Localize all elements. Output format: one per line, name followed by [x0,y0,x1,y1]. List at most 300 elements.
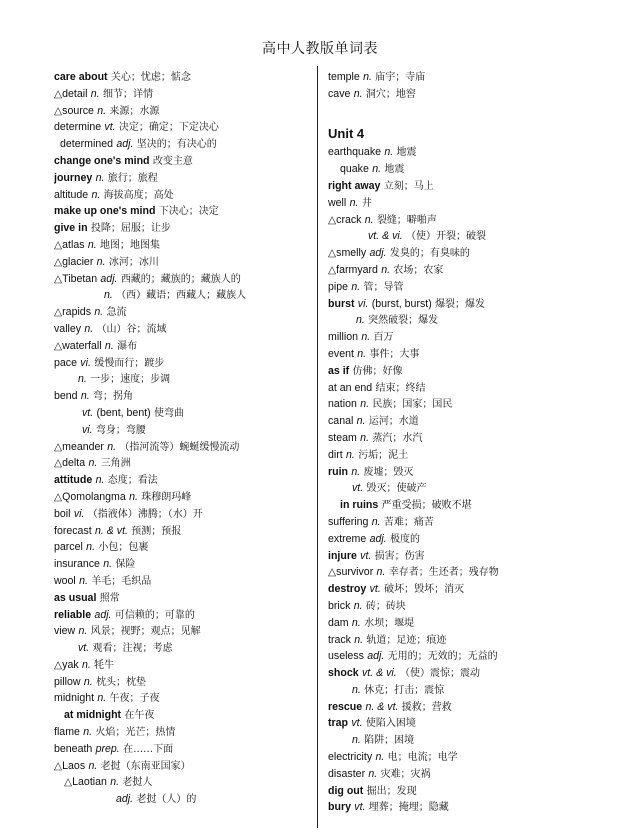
headword: event [328,347,354,360]
headword: △Qomolangma [54,490,126,503]
part-of-speech: n. [363,71,372,83]
part-of-speech: n. [368,767,378,780]
vocab-entry [54,640,312,657]
headword: canal [328,415,354,428]
definition: 井 [361,197,372,209]
definition: 海拔高度；高处 [103,189,174,201]
word-forms: (burst, burst) [371,297,432,310]
part-of-speech: n. [97,692,107,705]
vocab-entry [54,523,312,540]
part-of-speech: n. [91,188,101,201]
headword: △survivor [328,566,374,579]
part-of-speech: vt. & vi. [361,667,397,680]
definition: 掘出；发现 [366,785,417,797]
definition: 蒸汽；水汽 [372,432,423,444]
headword: △rapids [54,306,92,319]
vocab-entry [54,623,312,640]
definition: 瀑布 [117,340,138,352]
part-of-speech: n. [351,280,361,293]
part-of-speech: n. [352,683,361,696]
part-of-speech: n. [107,440,117,453]
vocab-entry [54,690,312,707]
definition: （指河流等）蜿蜒缓慢流动 [119,441,240,453]
part-of-speech: n. [94,306,104,319]
part-of-speech: n. [104,339,114,352]
headword: △Tibetan [54,272,98,285]
headword: care about [54,71,108,83]
vocab-entry [328,464,628,481]
definition: 幸存者；生还者；残存物 [388,567,499,579]
definition: 老挝人 [122,777,153,789]
page-title: 高中人教版单词表 [262,41,378,57]
part-of-speech: vt. [352,482,364,495]
definition: 观看；注视；考虑 [92,643,173,655]
headword: boil [54,507,71,520]
headword: track [328,633,351,646]
definition: 照常 [99,592,120,604]
vocab-entry [328,380,628,397]
vocab-entry [328,396,628,413]
headword: pillow [54,675,81,688]
definition: 立刻；马上 [383,180,434,192]
definition: 老挝（东南亚国家） [100,760,191,772]
vocab-entry [328,430,628,447]
part-of-speech: n. [83,675,93,688]
headword: determine [54,121,102,134]
definition: 废墟；毁灭 [363,466,414,478]
headword: cave [328,87,351,100]
definition: 埋葬；掩埋；隐藏 [368,802,449,814]
vocab-entry [54,791,312,808]
headword: △glacier [54,255,94,268]
definition: 援救；营救 [401,701,452,713]
headword: valley [54,322,82,335]
column-divider [317,66,318,828]
vocab-entry [54,489,312,506]
vocab-entry [54,153,312,170]
definition: 突然破裂；爆发 [368,315,439,327]
part-of-speech: n. [349,196,359,209]
definition: 休克；打击；震惊 [364,684,445,696]
definition: 陷阱；困境 [364,735,415,747]
definition: 管；导管 [363,281,404,293]
part-of-speech: vt. [354,801,366,814]
headword: midnight [54,692,95,705]
vocab-entry [54,758,312,775]
part-of-speech: n. [103,558,113,571]
part-of-speech: n. [81,658,91,671]
definition: 仿佛；好像 [352,365,403,377]
vocab-entry [54,774,312,791]
definition: 可信赖的；可靠的 [114,609,195,621]
definition: 缓慢而行；踱步 [94,357,165,369]
definition: 运河；水道 [368,416,419,428]
part-of-speech: n. [88,759,98,772]
part-of-speech: n. [357,347,367,360]
vocab-entry [54,220,312,237]
vocab-entry [54,355,312,372]
vocab-entry [54,590,312,607]
part-of-speech: adj. [369,532,387,545]
headword: quake [340,163,369,176]
definition: 牦牛 [94,659,115,671]
vocab-entry [54,472,312,489]
headword: △delta [54,457,86,470]
part-of-speech: n. [90,87,100,100]
vocab-entry [328,699,628,716]
part-of-speech: n. [129,490,138,503]
part-of-speech: vi. [357,297,369,310]
vocab-entry [328,715,628,732]
vocab-entry [328,514,628,531]
part-of-speech: n. [346,448,355,461]
headword: pace [54,356,77,369]
part-of-speech: vt. [351,717,363,730]
part-of-speech: n. [381,263,391,276]
headword: flame [54,726,80,739]
headword: ruin [328,465,349,478]
definition: （西）藏语；西藏人；藏族人 [116,290,247,302]
headword: reliable [54,608,92,621]
vocab-entry [54,69,312,86]
definition: 决定；确定；下定决心 [118,122,219,134]
headword: △source [54,104,94,117]
vocab-entry [328,296,628,313]
vocab-entry [54,136,312,153]
right-column [328,69,628,816]
part-of-speech: n. [110,776,120,789]
definition: 使弯曲 [154,407,184,419]
vocab-entry [328,564,628,581]
vocab-entry [328,329,628,346]
vocab-entry [328,212,628,229]
vocab-entry [328,480,628,497]
part-of-speech: adj. [367,650,385,663]
vocab-entry [328,245,628,262]
part-of-speech: vt. [104,121,116,134]
headword: as usual [54,591,97,604]
headword: insurance [54,558,100,571]
part-of-speech: n. [78,625,88,638]
definition: 极度的 [390,533,420,545]
definition: 发臭的；有臭味的 [389,248,470,260]
definition: 关心；忧虑；惦念 [110,72,191,83]
part-of-speech: n. [384,146,394,159]
definition: 地震 [384,164,405,176]
headword: electricity [328,751,373,764]
definition: 百万 [373,332,394,344]
definition: 洞穴；地窖 [365,88,416,100]
headword: beneath [54,742,93,755]
headword: dirt [328,448,343,461]
part-of-speech: vt. [369,583,381,596]
part-of-speech: vt. [82,406,94,419]
definition: 庙宇；寺庙 [375,72,426,83]
part-of-speech: n. [96,255,106,268]
headword: injure [328,549,357,562]
part-of-speech: n. [104,289,113,302]
vocab-entry [54,321,312,338]
headword: △yak [54,658,79,671]
headword: rescue [328,700,363,713]
definition: 在……下面 [123,743,174,755]
vocab-entry [54,304,312,321]
definition: 保险 [115,559,136,571]
headword: in ruins [340,499,379,512]
definition: 改变主意 [152,155,193,167]
headword: bury [328,801,351,814]
headword: nation [328,398,357,411]
vocab-entry [328,178,628,195]
vocab-entry [328,69,628,86]
part-of-speech: n. [356,314,365,327]
headword: at midnight [64,709,122,722]
headword: forecast [54,524,92,537]
part-of-speech: n. [354,633,364,646]
vocab-entry [54,119,312,136]
part-of-speech: vt. & vi. [368,230,403,243]
part-of-speech: n. [80,390,90,403]
vocab-entry [54,187,312,204]
part-of-speech: n. [95,474,105,487]
vocab-entry [328,195,628,212]
vocab-entry [54,741,312,758]
definition: 下决心；决定 [158,206,219,218]
headword: △smelly [328,247,367,260]
vocab-entry [328,279,628,296]
definition: 灾难；灾祸 [380,768,431,780]
headword: useless [328,650,364,663]
part-of-speech: vi. [80,356,91,369]
part-of-speech: n. [376,566,386,579]
headword: give in [54,222,88,235]
part-of-speech: adj. [100,272,118,285]
headword: Unit 4 [328,126,365,142]
definition: 午夜；子夜 [109,693,160,705]
definition: 西藏的；藏族的；藏族人的 [120,273,241,285]
definition: 水坝；堰堤 [364,617,415,629]
vocab-entry [54,405,312,422]
headword: view [54,625,76,638]
vocab-entry [328,228,628,245]
headword: burst [328,297,355,310]
definition: 投降；屈服；让步 [90,223,171,235]
definition: 态度；看法 [107,475,158,487]
headword: journey [54,171,93,184]
definition: 使陷入困境 [365,718,416,730]
part-of-speech: n. [79,574,88,587]
definition: 弯；拐角 [93,391,134,403]
part-of-speech: adj. [116,138,134,151]
part-of-speech: n. [372,163,382,176]
part-of-speech: vt. [360,549,372,562]
definition: 坚决的；有决心的 [136,139,217,151]
vocab-entry [328,262,628,279]
vocab-entry [328,682,628,699]
vocab-entry [328,799,628,816]
headword: △Laotian [64,776,107,789]
definition: 弯身；弯腰 [95,424,146,436]
part-of-speech: n. [375,751,385,764]
headword: wool [54,574,76,587]
part-of-speech: n. [356,415,366,428]
definition: （指液体）沸腾；（水）开 [87,508,203,520]
definition: （使）震惊；震动 [399,668,480,680]
definition: 风景；视野；观点；见解 [90,626,201,638]
definition: （使）开裂；破裂 [406,231,487,243]
vocab-entry [54,657,312,674]
vocab-entry [328,447,628,464]
headword: right away [328,179,381,192]
part-of-speech: adj. [369,247,387,260]
part-of-speech: n. [86,541,96,554]
vocab-entry [54,556,312,573]
part-of-speech: n. [351,465,361,478]
vocab-entry [54,674,312,691]
vocab-entry [328,161,628,178]
definition: 地震 [396,147,417,159]
definition: 来源；水源 [109,105,160,117]
headword: as if [328,364,350,377]
headword: △meander [54,440,104,453]
vocab-entry [328,86,628,103]
headword: temple [328,71,360,83]
part-of-speech: n. [360,431,370,444]
definition: （山）谷；流域 [96,323,167,335]
definition: 结束；终结 [375,382,426,394]
headword: dam [328,616,349,629]
vocab-entry [328,497,628,514]
unit-heading [328,119,628,144]
headword: determined [60,138,113,151]
part-of-speech: vt. [78,642,90,655]
vocab-entry [54,86,312,103]
definition: 急流 [106,307,127,319]
part-of-speech: n. [88,457,98,470]
vocab-entry [328,103,628,120]
definition: 预测；预报 [131,525,182,537]
part-of-speech: n. & vt. [95,524,128,537]
headword: million [328,331,359,344]
headword: change one's mind [54,154,150,167]
vocab-entry [54,422,312,439]
vocab-entry [328,413,628,430]
part-of-speech: n. [360,398,370,411]
vocab-entry [54,237,312,254]
vocab-entry [328,615,628,632]
definition: 裂缝；噼啪声 [376,214,437,226]
definition: 老挝（人）的 [136,794,197,806]
vocab-entry [54,103,312,120]
vocab-entry [54,455,312,472]
vocab-entry [328,732,628,749]
vocab-entry [328,531,628,548]
part-of-speech: vi. [82,423,93,436]
vocab-entry [54,724,312,741]
vocab-entry [54,388,312,405]
headword: earthquake [328,146,382,159]
definition: 民族；国家；国民 [372,399,453,411]
part-of-speech: n. [361,331,371,344]
vocab-entry [328,783,628,800]
part-of-speech: n. [364,213,374,226]
definition: 爆裂；爆发 [435,298,486,310]
part-of-speech: n. [97,104,107,117]
vocab-entry [328,312,628,329]
part-of-speech: prep. [95,742,120,755]
headword: attitude [54,474,93,487]
definition: 羊毛；毛织品 [91,575,152,587]
definition: 砖；砖块 [365,600,406,612]
word-forms: (bent, bent) [96,406,151,419]
definition: 损害；伤害 [374,550,425,562]
definition: 轨道；足迹；痕迹 [366,634,447,646]
vocab-entry [54,271,312,288]
definition: 苦难；痛苦 [383,516,434,528]
part-of-speech: n. [84,322,94,335]
vocab-entry [54,371,312,388]
headword: parcel [54,541,83,554]
definition: 无用的；无效的；无益的 [387,651,498,663]
definition: 电；电流；电学 [387,752,458,764]
headword: steam [328,431,357,444]
vocab-entry [328,548,628,565]
definition: 破坏；毁坏；消灭 [384,584,465,596]
vocab-entry [328,648,628,665]
definition: 细节；详情 [102,88,153,100]
vocab-entry [328,665,628,682]
headword: well [328,196,347,209]
definition: 枕头；枕垫 [95,676,146,688]
part-of-speech: n. [352,734,361,747]
vocab-entry [328,581,628,598]
headword: suffering [328,515,369,528]
vocab-entry [54,254,312,271]
headword: △Laos [54,759,86,772]
headword: △farmyard [328,263,378,276]
headword: pipe [328,280,349,293]
definition: 事件；大事 [369,348,420,360]
vocab-entry [328,363,628,380]
vocab-entry [54,573,312,590]
vocab-entry [54,607,312,624]
vocab-entry [54,287,312,304]
part-of-speech: n. [371,515,381,528]
vocab-entry [54,203,312,220]
vocab-entry [54,170,312,187]
headword: △detail [54,87,88,100]
part-of-speech: n. [78,373,87,386]
definition: 火焰；光芒；热情 [95,727,176,739]
headword: extreme [328,532,367,545]
headword: △atlas [54,238,85,251]
left-column [54,69,312,808]
headword: at an end [328,381,373,394]
headword: trap [328,717,349,730]
part-of-speech: n. [83,726,93,739]
vocab-entry [54,338,312,355]
headword: △crack [328,213,362,226]
part-of-speech: vi. [73,507,85,520]
headword: dig out [328,784,364,797]
part-of-speech: n. [353,599,363,612]
definition: 三角洲 [100,458,131,470]
definition: 珠穆朗玛峰 [141,491,192,503]
vocab-entry [328,598,628,615]
part-of-speech: n. [95,171,105,184]
part-of-speech: adj. [116,793,134,806]
vocab-entry [328,144,628,161]
